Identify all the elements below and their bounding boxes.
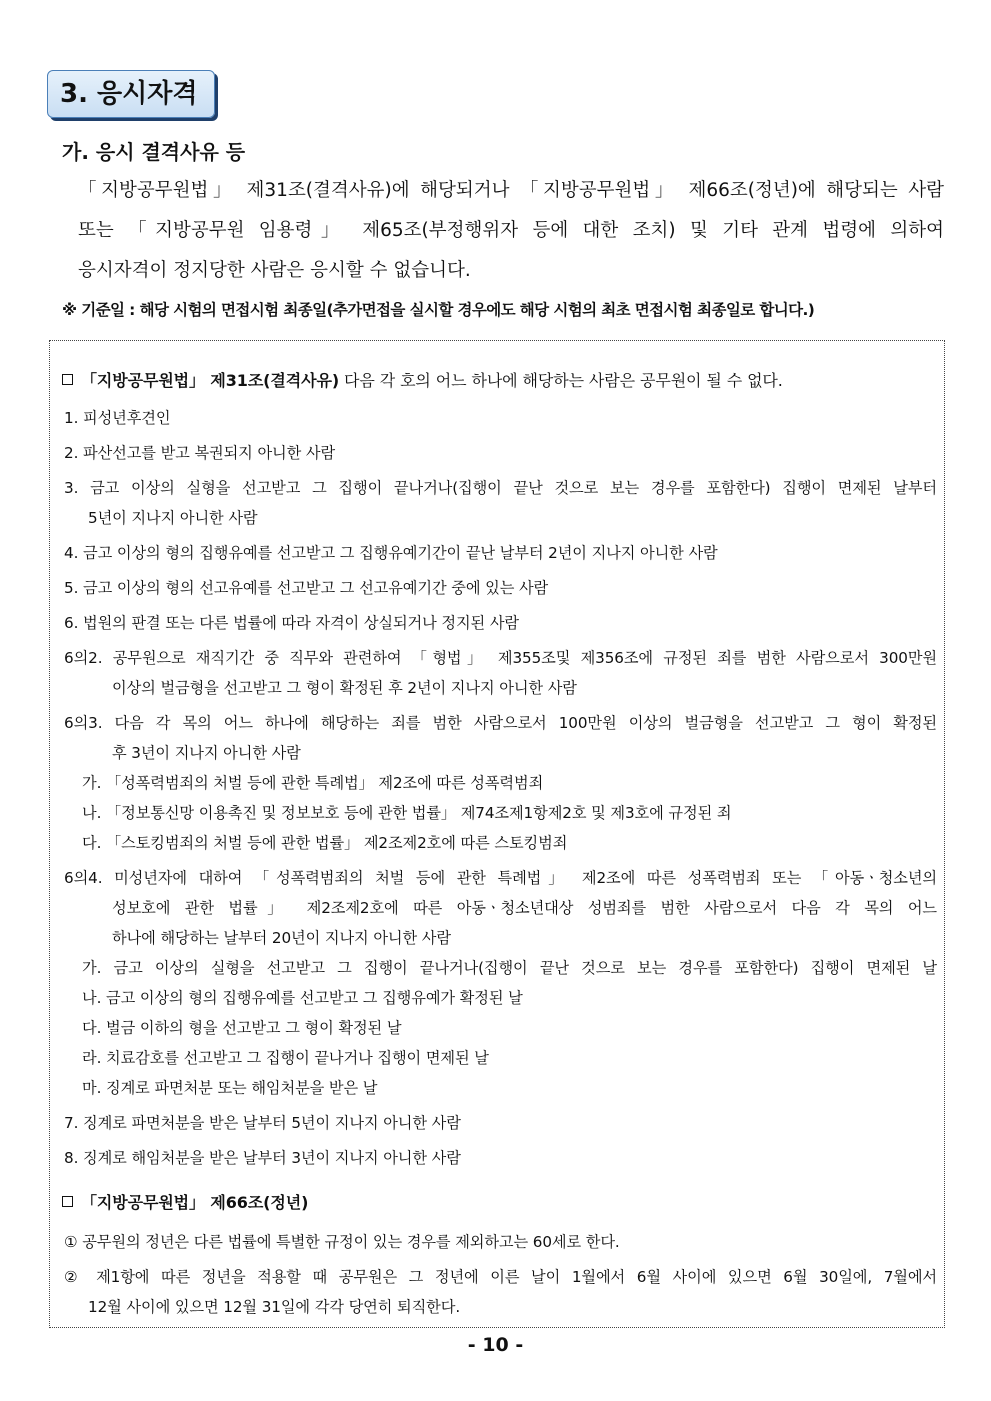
art66-item-cont: 12월 사이에 있으면 12월 31일에 각각 당연히 퇴직한다.: [88, 1298, 461, 1316]
art66-heading: [62, 1194, 308, 1212]
art31-item-cont: 성보호에 관한 법률」 제2조제2호에 따른 아동ㆍ청소년대상 성범죄를 범한 사람으로서 다음 각 목의 어느: [112, 899, 937, 917]
art31-subitem: 가. 금고 이상의 실형을 선고받고 그 집행이 끝나거나(집행이 끝난 것으로 보는 경우를 포함한다) 집행이 면제된 날: [82, 959, 937, 977]
art31-subitem: 다. 「스토킹범죄의 처벌 등에 관한 법률」 제2조제2호에 따른 스토킹범죄: [82, 834, 568, 852]
art31-item-cont: 5년이 지나지 아니한 사람: [88, 509, 258, 527]
art31-heading: [62, 372, 783, 390]
art31-item: 4. 금고 이상의 형의 집행유예를 선고받고 그 집행유예기간이 끝난 날부터 2년이 지나지 아니한 사람: [64, 544, 718, 562]
intro-line-3: 응시자격이 정지당한 사람은 응시할 수 없습니다.: [78, 260, 471, 281]
art31-item: 8. 징계로 해임처분을 받은 날부터 3년이 지나지 아니한 사람: [64, 1149, 461, 1167]
art31-subitem: 마. 징계로 파면처분 또는 해임처분을 받은 날: [82, 1079, 378, 1097]
art31-item: 5. 금고 이상의 형의 선고유예를 선고받고 그 선고유예기간 중에 있는 사람: [64, 579, 549, 597]
square-bullet-icon: [62, 1196, 73, 1207]
intro-line-1: 「지방공무원법」 제31조(결격사유)에 해당되거나 「지방공무원법」 제66조(정년)에 해당되는 사람: [78, 180, 944, 201]
art31-subitem: 나. 「정보통신망 이용촉진 및 정보보호 등에 관한 법률」 제74조제1항제2호 및 제3호에 규정된 죄: [82, 804, 732, 822]
subheading: 가. 응시 결격사유 등: [62, 140, 246, 164]
art31-item-cont: 후 3년이 지나지 아니한 사람: [112, 744, 301, 762]
art31-item: 6. 법원의 판결 또는 다른 법률에 따라 자격이 상실되거나 정지된 사람: [64, 614, 519, 632]
art31-subitem: 라. 치료감호를 선고받고 그 집행이 끝나거나 집행이 면제된 날: [82, 1049, 489, 1067]
art31-desc: 다음 각 호의 어느 하나에 해당하는 사람은 공무원이 될 수 없다.: [339, 371, 783, 390]
art31-subitem: 나. 금고 이상의 형의 집행유예를 선고받고 그 집행유예가 확정된 날: [82, 989, 523, 1007]
art31-subitem: 가. 「성폭력범죄의 처벌 등에 관한 특례법」 제2조에 따른 성폭력범죄: [82, 774, 544, 792]
art66-item: ② 제1항에 따른 정년을 적용할 때 공무원은 그 정년에 이른 날이 1월에서 6월 사이에 있으면 6월 30일에, 7월에서: [64, 1268, 937, 1286]
art31-title: 「지방공무원법」 제31조(결격사유): [81, 371, 340, 390]
art31-item: 6의2. 공무원으로 재직기간 중 직무와 관련하여 「형법」 제355조및 제356조에 규정된 죄를 범한 사람으로서 300만원: [64, 649, 937, 667]
art31-subitem: 다. 벌금 이하의 형을 선고받고 그 형이 확정된 날: [82, 1019, 402, 1037]
art31-item-cont: 이상의 벌금형을 선고받고 그 형이 확정된 후 2년이 지나지 아니한 사람: [112, 679, 577, 697]
art31-item: 6의4. 미성년자에 대하여 「성폭력범죄의 처벌 등에 관한 특례법」 제2조에 따른 성폭력범죄 또는 「아동ㆍ청소년의: [64, 869, 937, 887]
art66-title: 「지방공무원법」 제66조(정년): [81, 1193, 309, 1212]
reference-date-note: ※ 기준일 : 해당 시험의 면접시험 최종일(추가면접을 실시할 경우에도 해당 시험의 최초 면접시험 최종일로 합니다.): [62, 301, 815, 319]
square-bullet-icon: [62, 374, 73, 385]
art66-item: ① 공무원의 정년은 다른 법률에 특별한 규정이 있는 경우를 제외하고는 60세로 한다.: [64, 1233, 620, 1251]
page-number: - 10 -: [467, 1334, 524, 1356]
art31-item: 7. 징계로 파면처분을 받은 날부터 5년이 지나지 아니한 사람: [64, 1114, 461, 1132]
art31-item-cont: 하나에 해당하는 날부터 20년이 지나지 아니한 사람: [112, 929, 451, 947]
section-title: 3. 응시자격: [47, 70, 215, 118]
art31-item: 3. 금고 이상의 실형을 선고받고 그 집행이 끝나거나(집행이 끝난 것으로 보는 경우를 포함한다) 집행이 면제된 날부터: [64, 479, 937, 497]
art31-item: 6의3. 다음 각 목의 어느 하나에 해당하는 죄를 범한 사람으로서 100만원 이상의 벌금형을 선고받고 그 형이 확정된: [64, 714, 937, 732]
art31-item: 2. 파산선고를 받고 복권되지 아니한 사람: [64, 444, 336, 462]
intro-line-2: 또는 「지방공무원 임용령」 제65조(부정행위자 등에 대한 조치) 및 기타 관계 법령에 의하여: [78, 220, 944, 241]
art31-item: 1. 피성년후견인: [64, 409, 171, 427]
